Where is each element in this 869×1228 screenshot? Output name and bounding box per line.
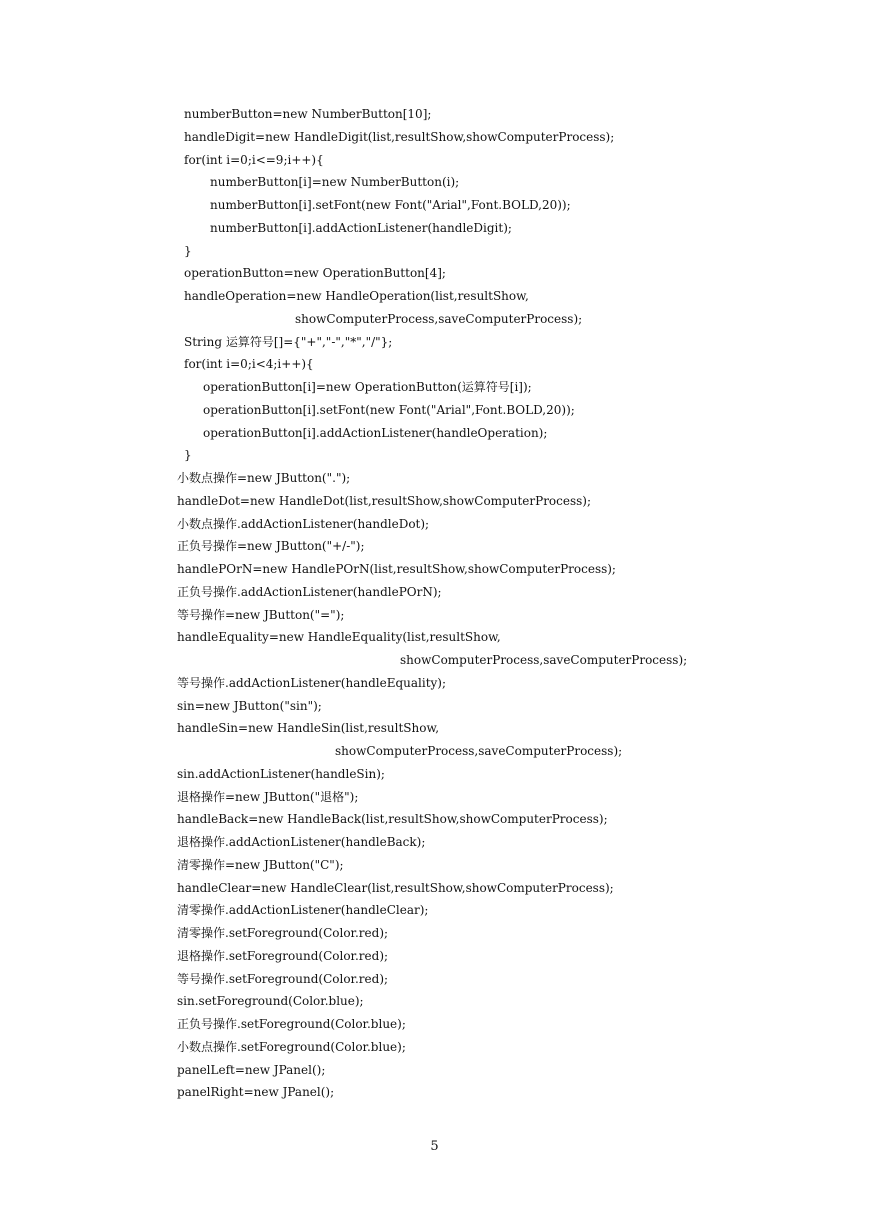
code-line: 小数点操作=new JButton("."); bbox=[177, 471, 351, 485]
code-line: handleClear=new HandleClear(list,resultShow,showComputerProcess); bbox=[177, 881, 614, 895]
code-line: 等号操作.setForeground(Color.red); bbox=[177, 972, 389, 986]
code-line: sin.addActionListener(handleSin); bbox=[177, 767, 385, 781]
code-line: operationButton[i].addActionListener(handleOperation); bbox=[203, 426, 548, 440]
page-number: 5 bbox=[430, 1139, 439, 1154]
code-line: 退格操作.addActionListener(handleBack); bbox=[177, 835, 426, 849]
code-line: 清零操作.setForeground(Color.red); bbox=[177, 926, 389, 940]
code-line: operationButton[i].setFont(new Font("Arial",Font.BOLD,20)); bbox=[203, 403, 575, 417]
code-line: sin.setForeground(Color.blue); bbox=[177, 994, 364, 1008]
code-line: 正负号操作.setForeground(Color.blue); bbox=[177, 1017, 406, 1031]
code-line: 清零操作.addActionListener(handleClear); bbox=[177, 903, 429, 917]
code-line: 小数点操作.addActionListener(handleDot); bbox=[177, 517, 430, 531]
code-line: handleOperation=new HandleOperation(list,resultShow, bbox=[184, 289, 529, 303]
code-line: 等号操作.addActionListener(handleEquality); bbox=[177, 676, 447, 690]
code-line: numberButton=new NumberButton[10]; bbox=[184, 107, 432, 121]
code-line: 退格操作=new JButton("退格"); bbox=[177, 790, 359, 804]
code-line: numberButton[i].addActionListener(handleDigit); bbox=[210, 221, 512, 235]
code-line: handleEquality=new HandleEquality(list,resultShow, bbox=[177, 630, 501, 644]
code-line: 正负号操作.addActionListener(handlePOrN); bbox=[177, 585, 442, 599]
code-line: panelLeft=new JPanel(); bbox=[177, 1063, 326, 1077]
code-line: panelRight=new JPanel(); bbox=[177, 1085, 335, 1099]
code-line: showComputerProcess,saveComputerProcess); bbox=[400, 653, 688, 667]
code-line: showComputerProcess,saveComputerProcess); bbox=[295, 312, 583, 326]
code-line: 清零操作=new JButton("C"); bbox=[177, 858, 344, 872]
code-line: 正负号操作=new JButton("+/-"); bbox=[177, 539, 365, 553]
code-line: } bbox=[184, 448, 192, 462]
code-line: for(int i=0;i<=9;i++){ bbox=[184, 153, 324, 167]
code-line: handleDigit=new HandleDigit(list,resultShow,showComputerProcess); bbox=[184, 130, 615, 144]
code-line: handleSin=new HandleSin(list,resultShow, bbox=[177, 721, 440, 735]
code-line: 等号操作=new JButton("="); bbox=[177, 608, 345, 622]
code-line: handlePOrN=new HandlePOrN(list,resultShow,showComputerProcess); bbox=[177, 562, 616, 576]
code-line: numberButton[i].setFont(new Font("Arial",Font.BOLD,20)); bbox=[210, 198, 571, 212]
code-line: sin=new JButton("sin"); bbox=[177, 699, 322, 713]
code-line: } bbox=[184, 244, 192, 258]
code-line: numberButton[i]=new NumberButton(i); bbox=[210, 175, 460, 189]
code-line: handleBack=new HandleBack(list,resultShow,showComputerProcess); bbox=[177, 812, 608, 826]
code-line: handleDot=new HandleDot(list,resultShow,showComputerProcess); bbox=[177, 494, 592, 508]
code-line: showComputerProcess,saveComputerProcess); bbox=[335, 744, 623, 758]
code-line: for(int i=0;i<4;i++){ bbox=[184, 357, 314, 371]
code-line: operationButton[i]=new OperationButton(运算符号[i]); bbox=[203, 380, 532, 394]
code-line: 退格操作.setForeground(Color.red); bbox=[177, 949, 389, 963]
code-line: operationButton=new OperationButton[4]; bbox=[184, 266, 446, 280]
code-line: String 运算符号[]={"+","-","*","/"}; bbox=[184, 335, 393, 349]
code-line: 小数点操作.setForeground(Color.blue); bbox=[177, 1040, 406, 1054]
